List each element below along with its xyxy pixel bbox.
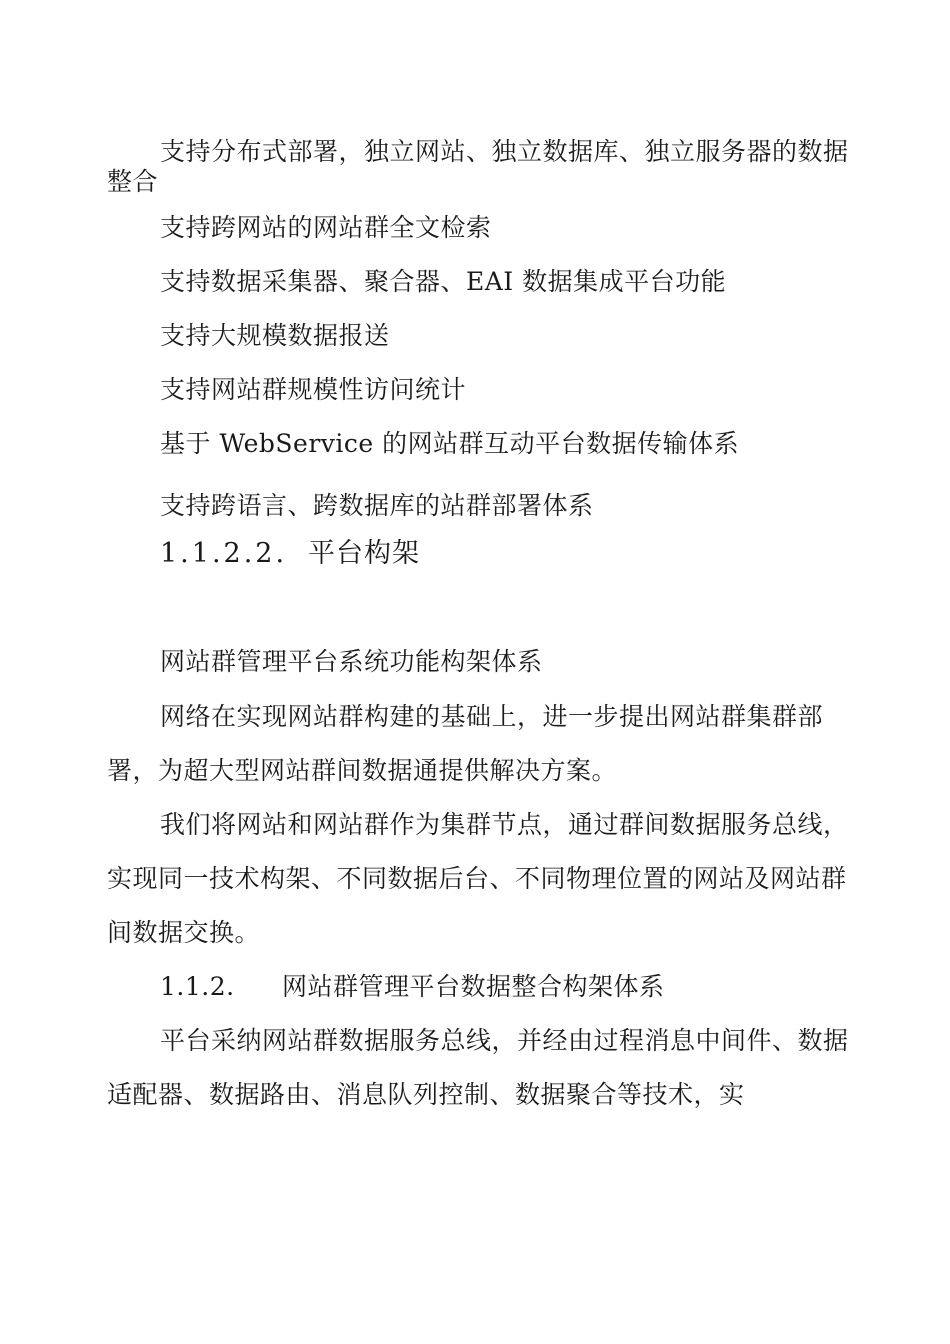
closing-paragraph-line-1: 平台采纳网站群数据服务总线，并经由过程消息中间件、数据 xyxy=(160,1026,849,1055)
section-heading xyxy=(160,537,420,571)
feature-line-3: 支持数据采集器、聚合器、EAI 数据集成平台功能 xyxy=(160,267,727,296)
diagram-caption: 网站群管理平台系统功能构架体系 xyxy=(160,647,543,676)
paragraph-2-line-3: 间数据交换。 xyxy=(107,918,261,947)
subsection-heading xyxy=(160,971,867,1003)
paragraph-1-line-2: 署，为超大型网站群间数据通提供解决方案。 xyxy=(107,756,618,785)
feature-line-1-continued: 整合 xyxy=(107,167,159,196)
paragraph-2-line-2: 实现同一技术构架、不同数据后台、不同物理位置的网站及网站群 xyxy=(107,864,847,893)
feature-line-2: 支持跨网站的网站群全文检索 xyxy=(160,213,492,242)
feature-line-7: 支持跨语言、跨数据库的站群部署体系 xyxy=(160,491,594,520)
subsection-title: 网站群管理平台数据整合构架体系 xyxy=(282,972,665,1001)
section-number: 1.1.2.2. xyxy=(160,538,288,569)
section-title: 平台构架 xyxy=(308,538,420,569)
feature-line-6: 基于 WebService 的网站群互动平台数据传输体系 xyxy=(160,429,740,458)
paragraph-1-line-1: 网络在实现网站群构建的基础上，进一步提出网站群集群部 xyxy=(160,702,824,731)
closing-paragraph-line-2: 适配器、数据路由、消息队列控制、数据聚合等技术，实 xyxy=(107,1080,745,1109)
feature-line-1: 支持分布式部署，独立网站、独立数据库、独立服务器的数据 xyxy=(160,137,849,166)
feature-line-5: 支持网站群规模性访问统计 xyxy=(160,375,467,404)
subsection-number: 1.1.2. xyxy=(160,972,235,1001)
paragraph-2-line-1: 我们将网站和网站群作为集群节点，通过群间数据服务总线， xyxy=(160,810,849,839)
feature-line-4: 支持大规模数据报送 xyxy=(160,321,390,350)
